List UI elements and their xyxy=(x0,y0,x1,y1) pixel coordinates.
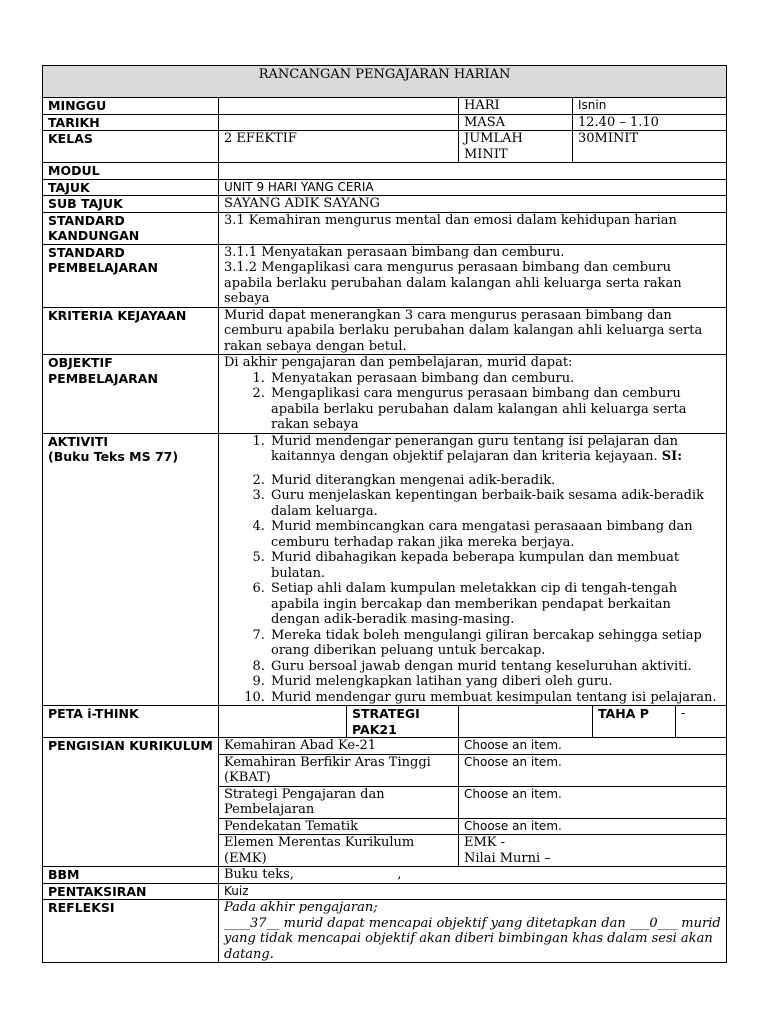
aktiviti-label-cell xyxy=(43,433,219,706)
standard-pembelajaran-label: STANDARD PEMBELAJARAN xyxy=(43,244,219,307)
si-tag: SI: xyxy=(661,449,683,464)
peta-ithink-value xyxy=(219,706,347,738)
masa-label: MASA xyxy=(459,114,573,131)
tarikh-value xyxy=(219,114,459,131)
emk-label: Elemen Merentas Kurikulum (EMK) xyxy=(219,835,459,867)
standard-kandungan-label: STANDARD KANDUNGAN xyxy=(43,212,219,244)
modul-value xyxy=(219,163,727,180)
pentaksiran-value: Kuiz xyxy=(219,883,727,900)
minggu-value xyxy=(219,98,459,115)
strategi-pak21-value xyxy=(459,706,593,738)
bbm-label: BBM xyxy=(43,867,219,884)
masa-value: 12.40 – 1.10 xyxy=(573,114,727,131)
tarikh-label: TARIKH xyxy=(43,114,219,131)
standard-pembelajaran-item: 3.1.2 Mengaplikasi cara mengurus perasaan bimbang dan cemburu apabila berlaku perubahan dalam kalangan ahli keluarga serta rakan sebaya xyxy=(224,260,682,306)
refleksi-body: ____37__ murid dapat mencapai objektif yang ditetapkan dan ___0___ murid yang tidak mencapai objektif akan diberi bimbingan khas dalam sesi akan datang. xyxy=(224,915,721,962)
jumlah-minit-value: 30MINIT xyxy=(573,131,727,163)
choose-item-dropdown[interactable]: Choose an item. xyxy=(459,754,727,786)
pengisian-label: Kemahiran Berfikir Aras Tinggi (KBAT) xyxy=(219,754,459,786)
objektif-item: 2. Mengaplikasi cara mengurus perasaan bimbang dan cemburu apabila berlaku perubahan dalam kalangan ahli keluarga serta rakan sebaya xyxy=(269,386,721,433)
aktiviti-item: 9. Murid melengkapkan latihan yang diberi oleh guru. xyxy=(269,674,721,690)
refleksi-label: REFLEKSI xyxy=(43,900,219,963)
modul-label: MODUL xyxy=(43,163,219,180)
emk-value: EMK - xyxy=(464,835,506,850)
aktiviti-item: 5. Murid dibahagikan kepada beberapa kumpulan dan membuat bulatan. xyxy=(269,550,721,581)
objektif-pembelajaran-value xyxy=(219,355,727,434)
lesson-plan-table xyxy=(42,65,727,963)
choose-item-dropdown[interactable]: Choose an item. xyxy=(459,786,727,818)
aktiviti-item: 4. Murid membincangkan cara mengatasi perasaaan bimbang dan cemburu terhadap rakan jika mereka berjaya. xyxy=(269,519,721,550)
aktiviti-list-first xyxy=(224,434,721,465)
kriteria-kejayaan-label: KRITERIA KEJAYAAN xyxy=(43,307,219,355)
standard-kandungan-value: 3.1 Kemahiran mengurus mental dan emosi dalam kehidupan harian xyxy=(219,212,727,244)
choose-item-dropdown[interactable]: Choose an item. xyxy=(459,738,727,755)
sub-tajuk-value: SAYANG ADIK SAYANG xyxy=(219,196,727,213)
emk-value-cell xyxy=(459,835,727,867)
aktiviti-item: 7. Mereka tidak boleh mengulangi giliran bercakap sehingga setiap orang diberikan peluang untuk bercakap. xyxy=(269,628,721,659)
refleksi-value xyxy=(219,900,727,963)
objektif-pembelajaran-label: OBJEKTIF PEMBELAJARAN xyxy=(43,355,219,434)
tajuk-value: UNIT 9 HARI YANG CERIA xyxy=(219,179,727,196)
kriteria-kejayaan-value: Murid dapat menerangkan 3 cara mengurus perasaan bimbang dan cemburu apabila berlaku perubahan dalam kalangan ahli keluarga serta rakan sebaya dengan betul. xyxy=(219,307,727,355)
hari-value: Isnin xyxy=(573,98,727,115)
aktiviti-item: 1. Murid mendengar penerangan guru tentang isi pelajaran dan kaitannya dengan objektif pelajaran dan kriteria kejayaan. SI: xyxy=(269,434,721,465)
objektif-item: 1. Menyatakan perasaan bimbang dan cemburu. xyxy=(269,371,721,387)
strategi-pak21-label: STRATEGI PAK21 xyxy=(347,706,459,738)
aktiviti-label: AKTIVITI xyxy=(48,433,109,449)
lesson-plan-document xyxy=(42,65,726,963)
objektif-list xyxy=(224,371,721,433)
standard-pembelajaran-value xyxy=(219,244,727,307)
aktiviti-list xyxy=(224,473,721,706)
hari-label: HARI xyxy=(459,98,573,115)
aktiviti-item: 3. Guru menjelaskan kepentingan berbaik-baik sesama adik-beradik dalam keluarga. xyxy=(269,488,721,519)
aktiviti-sublabel: (Buku Teks MS 77) xyxy=(48,449,179,464)
peta-ithink-label: PETA i-THINK xyxy=(43,706,219,738)
jumlah-minit-label: JUMLAH MINIT xyxy=(459,131,573,163)
tahap-value: - xyxy=(676,706,727,738)
kelas-label: KELAS xyxy=(43,131,219,163)
bbm-value: Buku teks, , xyxy=(219,867,727,884)
document-title: RANCANGAN PENGAJARAN HARIAN xyxy=(43,66,727,98)
objektif-intro: Di akhir pengajaran dan pembelajaran, murid dapat: xyxy=(224,355,573,370)
refleksi-intro: Pada akhir pengajaran; xyxy=(224,900,378,915)
aktiviti-item: 8. Guru bersoal jawab dengan murid tentang keseluruhan aktiviti. xyxy=(269,659,721,675)
aktiviti-item: 6. Setiap ahli dalam kumpulan meletakkan cip di tengah-tengah apabila ingin bercakap dan memberikan pendapat berkaitan dengan adik-beradik masing-masing. xyxy=(269,581,721,628)
kelas-value: 2 EFEKTIF xyxy=(219,131,459,163)
pentaksiran-label: PENTAKSIRAN xyxy=(43,883,219,900)
aktiviti-item: 10. Murid mendengar guru membuat kesimpulan tentang isi pelajaran. xyxy=(269,690,721,706)
tahap-label: TAHA P xyxy=(593,706,676,738)
pengisian-label: Pendekatan Tematik xyxy=(219,818,459,835)
pengisian-label: Strategi Pengajaran dan Pembelajaran xyxy=(219,786,459,818)
aktiviti-item: 2. Murid diterangkan mengenai adik-beradik. xyxy=(269,473,721,489)
choose-item-dropdown[interactable]: Choose an item. xyxy=(459,818,727,835)
pengisian-label: Kemahiran Abad Ke-21 xyxy=(219,738,459,755)
tajuk-label: TAJUK xyxy=(43,179,219,196)
aktiviti-value xyxy=(219,433,727,706)
sub-tajuk-label: SUB TAJUK xyxy=(43,196,219,213)
minggu-label: MINGGU xyxy=(43,98,219,115)
pengisian-kurikulum-label: PENGISIAN KURIKULUM xyxy=(43,738,219,867)
nilai-murni-value: Nilai Murni – xyxy=(464,850,551,866)
standard-pembelajaran-item: 3.1.1 Menyatakan perasaan bimbang dan cemburu. xyxy=(224,244,565,260)
